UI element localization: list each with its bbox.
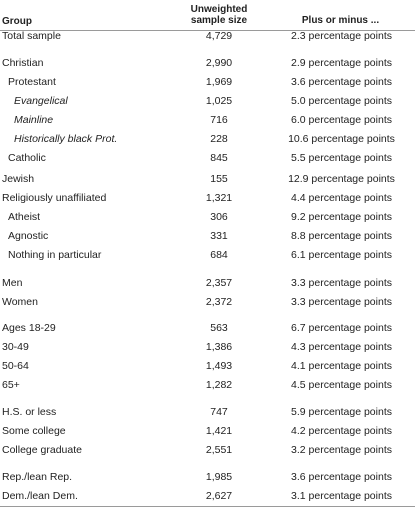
row-label: H.S. or less <box>2 406 57 418</box>
row-margin: 4.3 percentage points <box>291 341 392 353</box>
row-label: Protestant <box>8 76 56 88</box>
row-margin: 3.3 percentage points <box>291 296 392 308</box>
row-margin: 3.6 percentage points <box>291 76 392 88</box>
table-row <box>0 130 415 149</box>
row-label: Catholic <box>8 152 46 164</box>
table-row <box>0 111 415 130</box>
row-label: Jewish <box>2 173 35 185</box>
row-label: Nothing in particular <box>8 249 102 261</box>
row-sample-size: 306 <box>210 211 228 223</box>
row-label: College graduate <box>2 444 82 456</box>
row-sample-size: 228 <box>210 133 228 145</box>
row-margin: 3.1 percentage points <box>291 490 392 502</box>
row-sample-size: 1,421 <box>205 425 233 437</box>
row-label: Agnostic <box>8 230 49 242</box>
row-label: Some college <box>2 425 66 437</box>
row-sample-size: 1,985 <box>205 471 233 483</box>
row-sample-size: 684 <box>210 249 228 261</box>
table-row <box>0 487 415 506</box>
table-row <box>0 357 415 376</box>
row-sample-size: 845 <box>210 152 228 164</box>
row-label: 65+ <box>2 379 20 391</box>
row-sample-size: 155 <box>210 173 228 185</box>
table-row <box>0 227 415 246</box>
table-row <box>0 319 415 338</box>
row-label: Men <box>2 277 23 289</box>
table-row <box>0 170 415 189</box>
table-row <box>0 293 415 312</box>
row-margin: 4.1 percentage points <box>291 360 392 372</box>
table-row <box>0 246 415 265</box>
row-margin: 3.6 percentage points <box>291 471 392 483</box>
row-label: Ages 18-29 <box>2 322 56 334</box>
row-margin: 6.7 percentage points <box>291 322 392 334</box>
table-row <box>0 189 415 208</box>
margin-of-error-column-header: Plus or minus ... <box>301 15 380 26</box>
row-label: Christian <box>2 57 44 69</box>
row-sample-size: 1,282 <box>205 379 233 391</box>
table-row <box>0 403 415 422</box>
row-margin: 3.3 percentage points <box>291 277 392 289</box>
row-margin: 3.2 percentage points <box>291 444 392 456</box>
table-row <box>0 73 415 92</box>
row-label: Historically black Prot. <box>14 133 118 145</box>
row-sample-size: 1,493 <box>205 360 233 372</box>
row-margin: 6.0 percentage points <box>291 114 392 126</box>
row-label: 30-49 <box>2 341 29 353</box>
row-margin: 4.4 percentage points <box>291 192 392 204</box>
row-label: Mainline <box>14 114 54 126</box>
row-label: Evangelical <box>14 95 68 107</box>
sample-size-column-header <box>178 4 260 26</box>
row-sample-size: 747 <box>210 406 228 418</box>
row-sample-size: 2,990 <box>205 57 233 69</box>
row-label: Atheist <box>8 211 41 223</box>
row-label: Dem./lean Dem. <box>2 490 78 502</box>
table-row <box>0 208 415 227</box>
row-margin: 2.9 percentage points <box>291 57 392 69</box>
table-row <box>0 27 415 46</box>
row-margin: 2.3 percentage points <box>291 30 392 42</box>
row-sample-size: 1,321 <box>205 192 233 204</box>
row-margin: 12.9 percentage points <box>288 173 395 185</box>
group-column-header: Group <box>2 16 32 27</box>
row-label: Rep./lean Rep. <box>2 471 73 483</box>
table-row <box>0 54 415 73</box>
table-row <box>0 92 415 111</box>
bottom-divider <box>0 506 415 507</box>
row-margin: 10.6 percentage points <box>288 133 395 145</box>
row-margin: 5.0 percentage points <box>291 95 392 107</box>
table-row <box>0 422 415 441</box>
row-label: Total sample <box>2 30 61 42</box>
row-sample-size: 331 <box>210 230 228 242</box>
row-margin: 6.1 percentage points <box>291 249 392 261</box>
row-margin: 5.9 percentage points <box>291 406 392 418</box>
row-sample-size: 2,551 <box>205 444 233 456</box>
row-margin: 4.2 percentage points <box>291 425 392 437</box>
row-margin: 5.5 percentage points <box>291 152 392 164</box>
row-sample-size: 1,025 <box>205 95 233 107</box>
sample-size-header-line1: Unweighted <box>190 4 248 15</box>
row-margin: 8.8 percentage points <box>291 230 392 242</box>
row-sample-size: 716 <box>210 114 228 126</box>
row-sample-size: 2,627 <box>205 490 233 502</box>
sample-size-header-line2: sample size <box>190 15 248 26</box>
row-label: Women <box>2 296 38 308</box>
table-row <box>0 468 415 487</box>
table-row <box>0 338 415 357</box>
row-sample-size: 563 <box>210 322 228 334</box>
table-row <box>0 274 415 293</box>
row-sample-size: 1,969 <box>205 76 233 88</box>
row-margin: 9.2 percentage points <box>291 211 392 223</box>
row-sample-size: 2,372 <box>205 296 233 308</box>
table-row <box>0 376 415 395</box>
row-sample-size: 4,729 <box>205 30 233 42</box>
row-margin: 4.5 percentage points <box>291 379 392 391</box>
row-sample-size: 1,386 <box>205 341 233 353</box>
row-label: Religiously unaffiliated <box>2 192 107 204</box>
table-row <box>0 441 415 460</box>
row-label: 50-64 <box>2 360 29 372</box>
row-sample-size: 2,357 <box>205 277 233 289</box>
table-row <box>0 149 415 168</box>
